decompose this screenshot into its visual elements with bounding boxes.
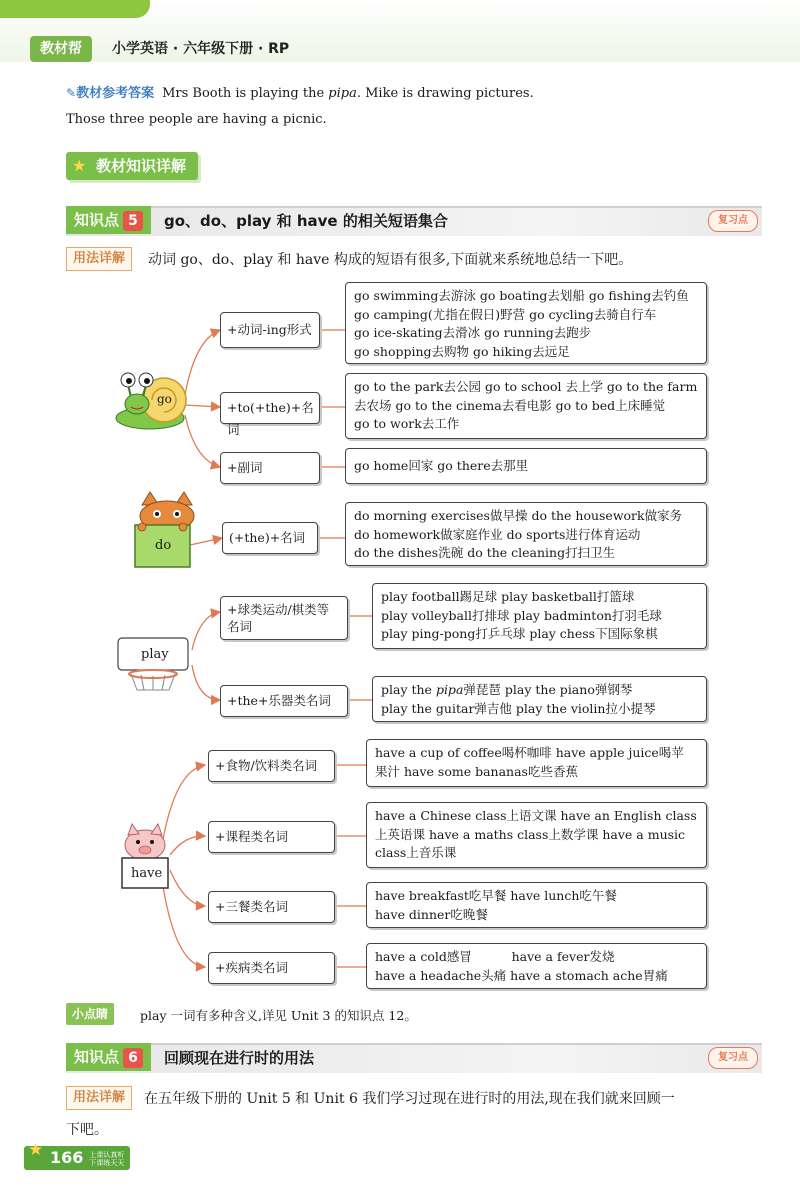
play-branch-1-line	[192, 612, 220, 650]
kp6-label-text: 知识点	[74, 1048, 120, 1066]
play-sports-line-2: play volleyball打排球 play badminton打羽毛球	[381, 607, 662, 623]
play-category-instrument: +the+乐器类名词	[220, 685, 348, 717]
have-meal-line-2: have dinner吃晚餐	[375, 906, 488, 922]
kp6-title: 回顾现在进行时的用法	[164, 1049, 315, 1067]
play-instrument-line-1-a: play the	[381, 682, 436, 697]
basketball-hoop-icon	[118, 638, 188, 690]
tip-badge: 小点睛	[66, 1003, 114, 1025]
play-instrument-line-1-italic: pipa	[435, 682, 464, 697]
go-adverb-line-1: go home回家 go there去那里	[354, 458, 529, 473]
have-branch-3-line	[170, 870, 205, 906]
go-phrase-box-to	[345, 373, 707, 439]
have-food-line-1: have a cup of coffee喝杯咖啡 have apple juice喝苹	[375, 745, 684, 760]
go-ing-line-4: go shopping去购物 go hiking去远足	[354, 343, 570, 359]
go-to-line-2: 去农场 go to the cinema去看电影 go to bed上床睡觉	[354, 397, 666, 413]
play-instrument-line-1-b: 弹琵琶 play the piano弹钢琴	[463, 682, 633, 697]
have-phrase-box-illness	[366, 943, 707, 989]
play-phrase-box-sports	[372, 583, 707, 649]
reference-line2: Those three people are having a picnic.	[66, 112, 327, 127]
go-category-adverb: +副词	[220, 452, 320, 484]
go-branch-2-line	[185, 405, 220, 407]
have-phrase-box-class	[366, 802, 707, 868]
reference-line1-a: Mrs Booth is playing the	[162, 86, 329, 101]
usage5-text: 动词 go、do、play 和 have 构成的短语有很多,下面就来系统地总结一下吧。	[148, 252, 633, 268]
have-illness-line-1: have a cold感冒 have a fever发烧	[375, 949, 615, 964]
do-line-2: do homework做家庭作业 do sports进行体育运动	[354, 526, 641, 542]
have-branch-1-line	[162, 765, 205, 845]
star-icon: ★	[72, 156, 87, 175]
kp5-number: 5	[123, 211, 143, 231]
have-category-class: +课程类名词	[208, 821, 335, 853]
go-ing-line-1: go swimming去游泳 go boating去划船 go fishing去钓鱼	[354, 288, 689, 303]
go-branch-1-line	[185, 330, 220, 395]
do-line-1: do morning exercises做早操 do the housework做家务	[354, 508, 683, 523]
go-to-line-1: go to the park去公园 go to school 去上学 go to the farm	[354, 379, 698, 394]
have-class-line-1: have a Chinese class上语文课 have an English class	[375, 808, 697, 823]
usage5-tag: 用法详解	[66, 247, 132, 271]
tip-text: play 一词有多种含义,详见 Unit 3 的知识点 12。	[140, 1008, 417, 1023]
reference-line1-italic: pipa	[328, 86, 357, 101]
kp6-review-badge: 复习点	[708, 1047, 758, 1069]
usage6-line1: 在五年级下册的 Unit 5 和 Unit 6 我们学习过现在进行时的用法,现在我们就来回顾一	[144, 1091, 675, 1107]
have-meal-line-1: have breakfast吃早餐 have lunch吃午餐	[375, 888, 617, 903]
cat-mascot-icon	[135, 492, 194, 567]
usage6-line2: 下吧。	[66, 1122, 108, 1138]
have-category-illness: +疾病类名词	[208, 952, 335, 984]
go-phrase-box-adverb	[345, 448, 707, 484]
kp6-label	[66, 1043, 151, 1071]
page-number: 166	[50, 1148, 84, 1167]
play-phrase-box-instrument	[372, 676, 707, 722]
book-title: 小学英语 · 六年级下册 · RP	[112, 41, 290, 57]
snail-mascot-icon	[116, 373, 186, 429]
star-icon: ★	[28, 1140, 44, 1160]
go-ing-line-3: go ice-skating去滑冰 go running去跑步	[354, 325, 592, 340]
section-title: 教材知识详解	[66, 152, 198, 180]
go-category-to: +to(+the)+名词	[220, 392, 320, 424]
kp5-review-badge: 复习点	[708, 210, 758, 232]
footer-motto-2: 下课练天天	[89, 1158, 125, 1167]
go-branch-3-line	[185, 415, 220, 467]
go-to-line-3: go to work去工作	[354, 416, 460, 431]
reference-label: 教材参考答案	[76, 86, 155, 101]
have-class-line-3: class上音乐课	[375, 845, 457, 860]
reference-line1-b: . Mike is drawing pictures.	[356, 86, 534, 101]
go-category-ing: +动词-ing形式	[220, 312, 320, 348]
have-food-line-2: 果汁 have some bananas吃些香蕉	[375, 763, 578, 779]
kp5-title: go、do、play 和 have 的相关短语集合	[164, 212, 448, 230]
play-instrument-line-1	[381, 681, 698, 700]
play-sports-cat-line-1: +球类运动/棋类等	[227, 602, 330, 617]
brand-badge: 教材帮	[30, 36, 92, 62]
play-sports-line-3: play ping-pong打乒乓球 play chess下国际象棋	[381, 626, 658, 641]
verb-do: do	[155, 538, 172, 553]
play-sports-cat-line-2: 名词	[227, 619, 253, 634]
have-class-line-2: 上英语课 have a maths class上数学课 have a music	[375, 826, 686, 842]
kp5-label-text: 知识点	[74, 211, 120, 229]
do-branch-line	[190, 538, 222, 545]
verb-have: have	[131, 866, 163, 881]
go-phrase-box-ing	[345, 282, 707, 364]
usage6-tag: 用法详解	[66, 1086, 132, 1110]
play-category-sports	[220, 596, 348, 640]
footer-motto	[89, 1151, 124, 1167]
verb-play: play	[141, 647, 169, 662]
do-line-3: do the dishes洗碗 do the cleaning打扫卫生	[354, 545, 616, 560]
play-sports-line-1: play football踢足球 play basketball打篮球	[381, 589, 635, 604]
go-ing-line-2: go camping(尤指在假日)野营 go cycling去骑自行车	[354, 306, 657, 322]
pencil-icon: ✎	[66, 86, 77, 100]
do-phrase-box	[345, 502, 707, 566]
have-category-food: +食物/饮料类名词	[208, 750, 335, 782]
have-category-meal: +三餐类名词	[208, 891, 335, 923]
verb-go: go	[157, 392, 172, 406]
have-branch-2-line	[170, 836, 205, 855]
footer-motto-1: 上课认真听	[89, 1150, 125, 1159]
play-instrument-line-2: play the guitar弹吉他 play the violin拉小提琴	[381, 700, 656, 716]
play-branch-2-line	[192, 665, 220, 700]
have-illness-line-2: have a headache头痛 have a stomach ache胃痛	[375, 967, 668, 983]
have-phrase-box-food	[366, 739, 707, 787]
kp6-number: 6	[123, 1048, 143, 1068]
have-phrase-box-meal	[366, 882, 707, 928]
do-category-noun: (+the)+名词	[222, 522, 318, 554]
